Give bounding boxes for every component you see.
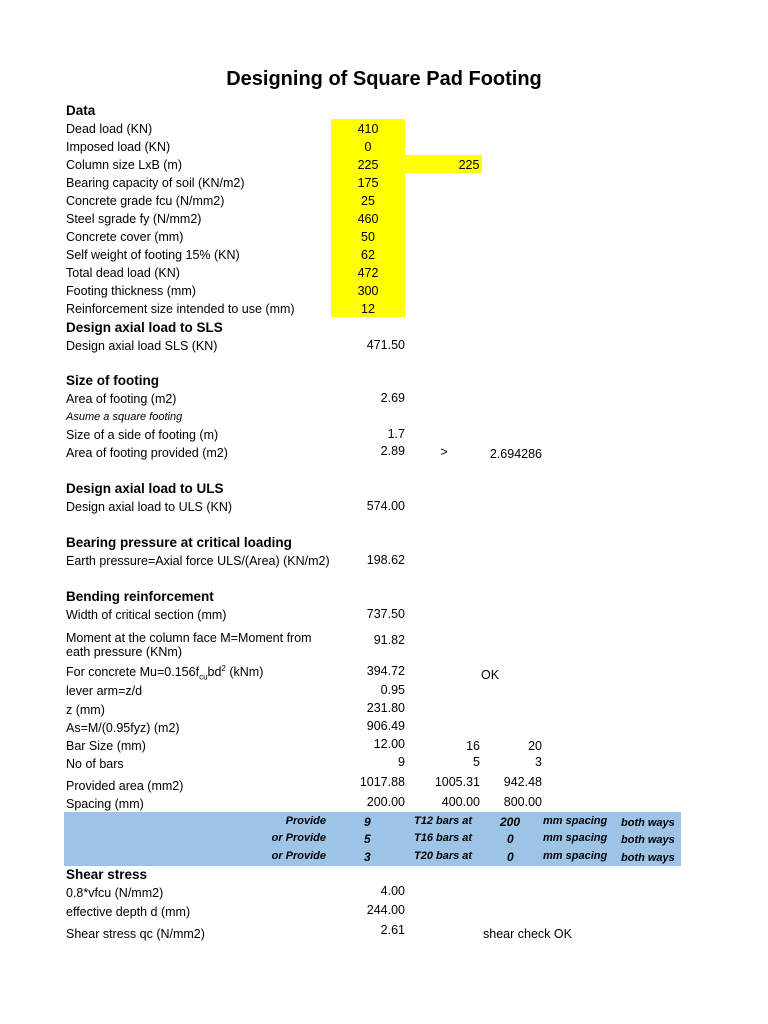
provide-dir-1: both ways (621, 817, 675, 829)
label-reinforcement-size: Reinforcement size intended to use (mm) (66, 302, 295, 316)
label-concrete-grade: Concrete grade fcu (N/mm2) (66, 194, 225, 208)
section-header-data: Data (66, 103, 96, 118)
provide-unit-1: mm spacing (543, 815, 608, 827)
label-side-footing: Size of a side of footing (m) (66, 428, 219, 442)
value-spacing-16: 400.00 (441, 795, 480, 809)
value-column-breadth[interactable]: 225 (458, 158, 480, 172)
label-as: As=M/(0.95fyz) (m2) (66, 721, 180, 735)
value-side-footing: 1.7 (387, 427, 405, 441)
label-mu-sup: 2 (221, 664, 226, 673)
value-vc: 4.00 (380, 884, 405, 898)
label-z: z (mm) (66, 703, 105, 717)
provide-unit-2: mm spacing (543, 832, 608, 844)
value-area-footing: 2.69 (380, 391, 405, 405)
value-no-bars-16: 5 (473, 755, 480, 769)
label-footing-thickness: Footing thickness (mm) (66, 284, 196, 298)
value-moment: 91.82 (373, 633, 405, 647)
label-dead-load: Dead load (KN) (66, 122, 153, 136)
value-no-bars-20: 3 (535, 755, 542, 769)
label-concrete-cover: Concrete cover (mm) (66, 230, 184, 244)
label-moment-line1: Moment at the column face M=Moment from (66, 631, 312, 645)
provide-dir-2: both ways (621, 834, 675, 846)
value-effective-depth: 244.00 (366, 903, 405, 917)
value-area-provided: 2.89 (380, 444, 405, 458)
label-lever-arm: lever arm=z/d (66, 684, 143, 698)
mu-check: OK (480, 668, 500, 682)
provide-lead-3: or Provide (271, 850, 326, 862)
value-no-bars-12: 9 (398, 755, 405, 769)
label-bar-size: Bar Size (mm) (66, 739, 146, 753)
label-area-provided: Area of footing provided (m2) (66, 446, 228, 460)
value-mu: 394.72 (366, 664, 405, 678)
value-total-dead-load[interactable]: 472 (357, 266, 379, 280)
provide-count-1: 9 (364, 815, 371, 829)
section-header-bending: Bending reinforcement (66, 589, 214, 604)
label-bearing-capacity: Bearing capacity of soil (KN/m2) (66, 176, 245, 190)
value-z: 231.80 (366, 701, 405, 715)
provide-lead-2: or Provide (271, 832, 326, 844)
provide-bars-2: T16 bars at (414, 832, 473, 844)
label-effective-depth: effective depth d (mm) (66, 905, 191, 919)
provide-spacing-3: 0 (507, 850, 514, 864)
value-self-weight[interactable]: 62 (361, 248, 375, 262)
provide-bars-3: T20 bars at (414, 850, 473, 862)
label-mu-c: (kNm) (225, 665, 264, 680)
section-header-bearing: Bearing pressure at critical loading (66, 535, 292, 550)
provide-spacing-1: 200 (500, 815, 521, 829)
compare-sign: > (440, 445, 448, 459)
label-provided-area: Provided area (mm2) (66, 779, 184, 793)
label-spacing: Spacing (mm) (66, 797, 144, 811)
value-as: 906.49 (366, 719, 405, 733)
label-area-footing: Area of footing (m2) (66, 392, 177, 406)
label-self-weight: Self weight of footing 15% (KN) (66, 248, 240, 262)
label-vc: 0.8*vfcu (N/mm2) (66, 886, 164, 900)
label-uls-load: Design axial load to ULS (KN) (66, 500, 233, 514)
label-steel-grade: Steel sgrade fy (N/mm2) (66, 212, 202, 226)
provide-dir-3: both ways (621, 852, 675, 864)
value-dead-load[interactable]: 410 (357, 122, 379, 136)
section-header-size: Size of footing (66, 373, 159, 388)
label-no-bars: No of bars (66, 757, 124, 771)
value-bar-size-20: 20 (528, 739, 542, 753)
value-bar-size-12: 12.00 (373, 737, 405, 751)
value-provided-area-20: 942.48 (503, 775, 542, 789)
value-shear-stress: 2.61 (380, 923, 405, 937)
provide-count-3: 3 (364, 850, 371, 864)
value-imposed-load[interactable]: 0 (364, 140, 372, 154)
value-critical-width: 737.50 (366, 607, 405, 621)
value-reinforcement-size[interactable]: 12 (361, 302, 375, 316)
value-bearing-capacity[interactable]: 175 (357, 176, 379, 190)
value-steel-grade[interactable]: 460 (357, 212, 379, 226)
label-sls-load: Design axial load SLS (KN) (66, 339, 218, 353)
label-mu (66, 664, 263, 682)
value-uls-load: 574.00 (366, 499, 405, 513)
provide-unit-3: mm spacing (543, 850, 608, 862)
value-provided-area-16: 1005.31 (434, 775, 480, 789)
label-mu-b: bd (207, 665, 222, 680)
label-mu-sub: cu (199, 672, 208, 682)
label-earth-pressure: Earth pressure=Axial force ULS/(Area) (KN/m2) (66, 554, 330, 568)
page-title: Designing of Square Pad Footing (226, 68, 542, 90)
section-header-shear: Shear stress (66, 867, 148, 882)
value-footing-thickness[interactable]: 300 (357, 284, 379, 298)
value-lever-arm: 0.95 (380, 683, 405, 697)
value-sls-load: 471.50 (366, 338, 405, 352)
value-concrete-cover[interactable]: 50 (361, 230, 375, 244)
section-header-sls: Design axial load to SLS (66, 320, 223, 335)
label-moment-line2: eath pressure (KNm) (66, 645, 183, 659)
label-imposed-load: Imposed load (KN) (66, 140, 171, 154)
value-concrete-grade[interactable]: 25 (361, 194, 375, 208)
value-provided-area-12: 1017.88 (359, 775, 405, 789)
value-earth-pressure: 198.62 (366, 553, 405, 567)
label-total-dead-load: Total dead load (KN) (66, 266, 180, 280)
provide-lead-1: Provide (285, 815, 326, 827)
provide-spacing-2: 0 (507, 832, 514, 846)
value-bar-size-16: 16 (466, 739, 480, 753)
label-mu-a: For concrete Mu=0.156f (66, 665, 200, 680)
note-assume-square: Asume a square footing (66, 411, 183, 423)
section-header-uls: Design axial load to ULS (66, 481, 224, 496)
value-area-required: 2.694286 (489, 447, 542, 461)
label-shear-stress: Shear stress qc (N/mm2) (66, 927, 205, 941)
provide-bars-1: T12 bars at (414, 815, 473, 827)
label-column-size: Column size LxB (m) (66, 158, 182, 172)
value-spacing-20: 800.00 (503, 795, 542, 809)
shear-check: shear check OK (483, 927, 572, 941)
value-spacing-12: 200.00 (366, 795, 405, 809)
value-column-length[interactable]: 225 (357, 158, 379, 172)
provide-count-2: 5 (364, 832, 371, 846)
label-critical-width: Width of critical section (mm) (66, 608, 227, 622)
